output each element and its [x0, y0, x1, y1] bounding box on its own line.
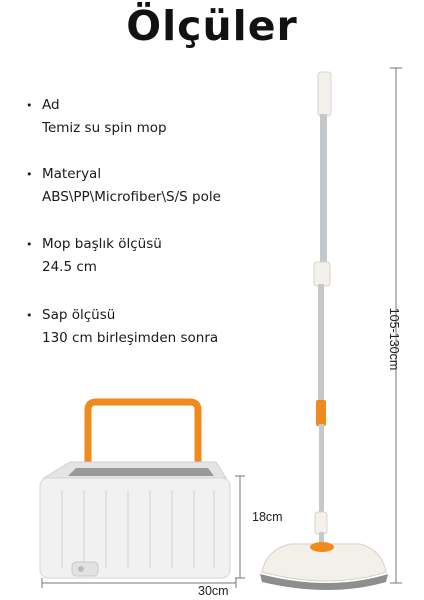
spec-value: 130 cm birleşimden sonra	[42, 330, 219, 346]
mop-pole	[314, 72, 331, 546]
spec-label: Ad	[42, 97, 60, 113]
mop-head	[260, 542, 388, 590]
spec-label: Sap ölçüsü	[42, 307, 116, 323]
bullet-icon: •	[26, 168, 33, 181]
bullet-icon: •	[26, 309, 33, 322]
bucket-handle	[88, 402, 198, 470]
bucket-height-dimension-line	[235, 476, 245, 578]
bullet-icon: •	[26, 99, 33, 112]
bucket-width-label: 30cm	[198, 584, 229, 598]
bucket-height-label: 18cm	[252, 510, 283, 524]
bullet-icon: •	[26, 238, 33, 251]
spec-value: 24.5 cm	[42, 259, 97, 275]
page-title: Ölçüler	[126, 2, 298, 50]
spec-value: Temiz su spin mop	[42, 120, 167, 136]
spec-label: Mop başlık ölçüsü	[42, 236, 162, 252]
spec-value: ABS\PP\Microfiber\S/S pole	[42, 189, 221, 205]
handle-length-label: 105-130cm	[387, 307, 401, 371]
spec-label: Materyal	[42, 166, 102, 182]
bucket	[40, 462, 230, 578]
